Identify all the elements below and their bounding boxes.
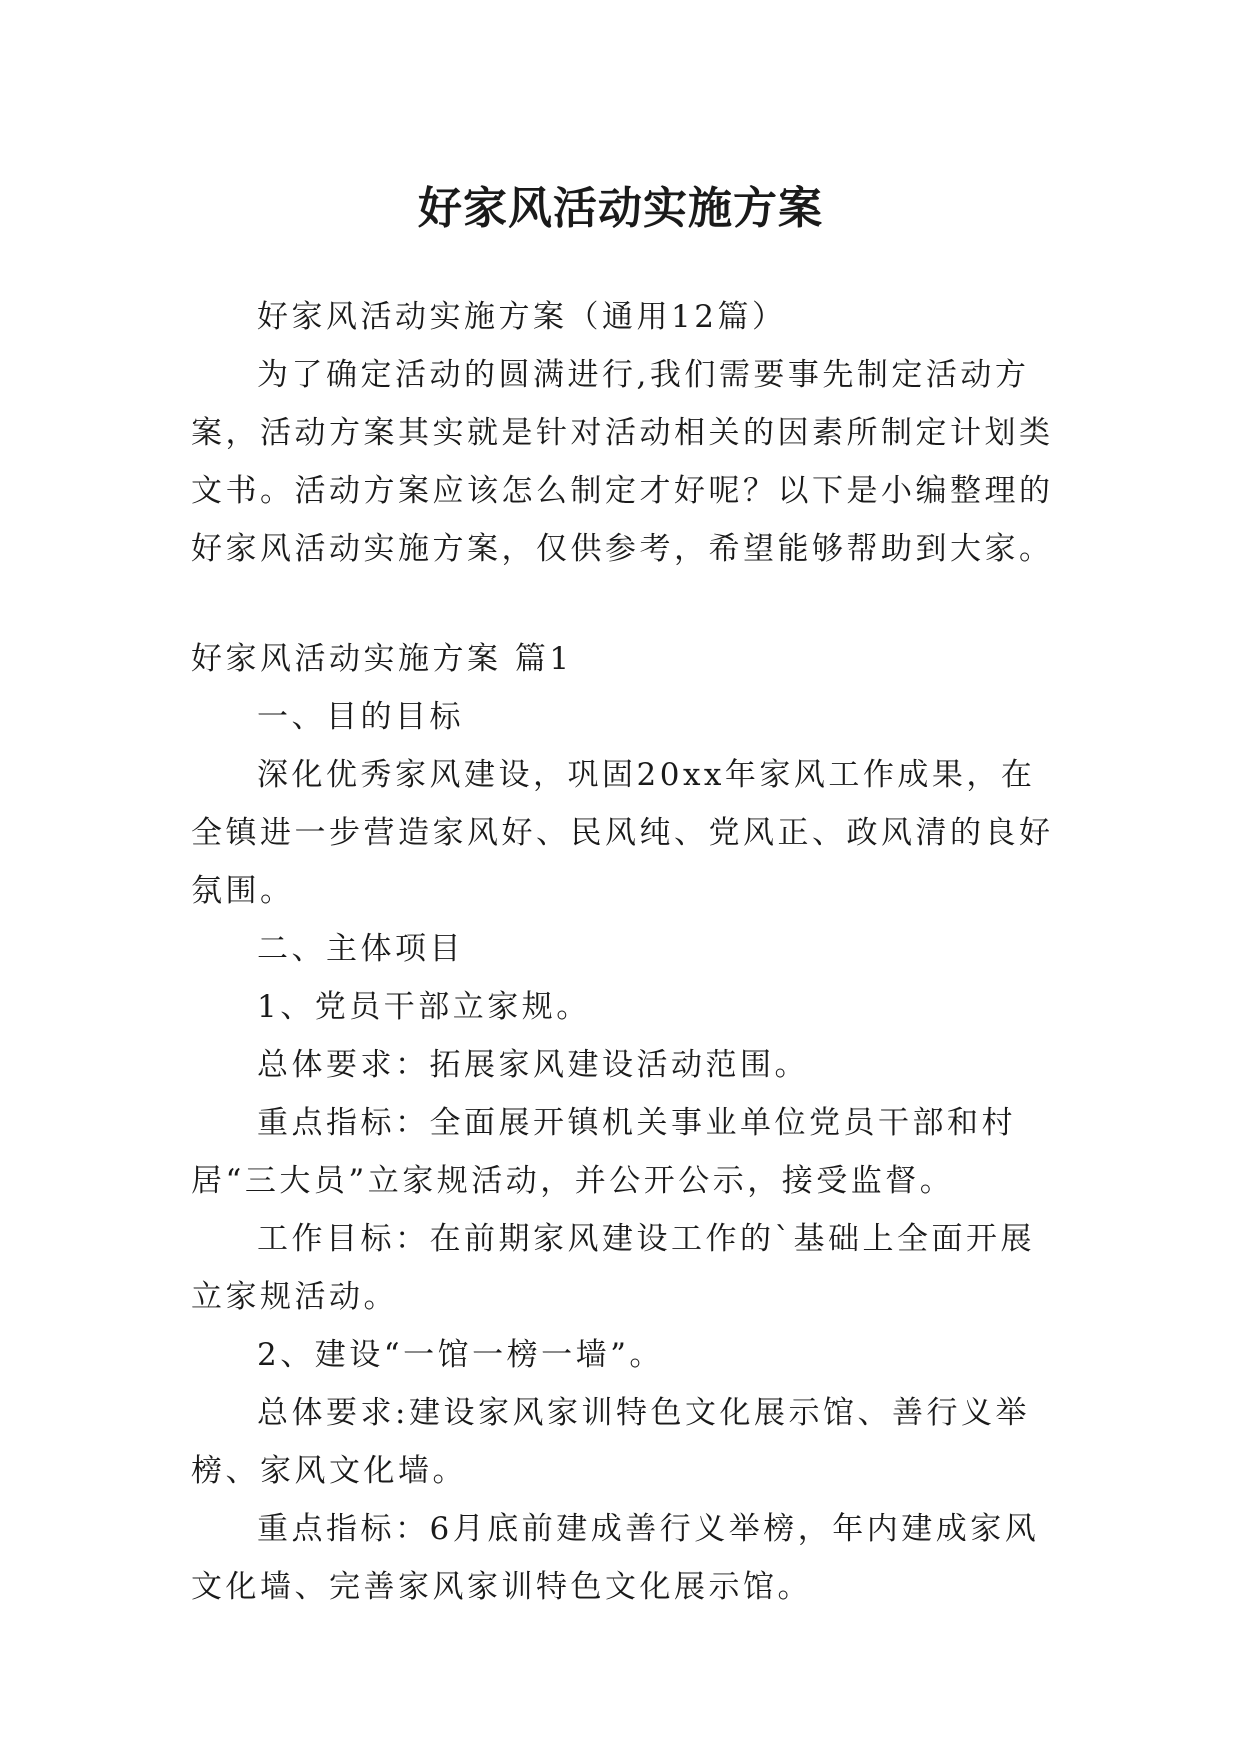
subtitle-paragraph: 好家风活动实施方案（通用12篇） [257, 299, 787, 335]
heading-main-projects: 二、主体项目 [257, 931, 464, 967]
body-paragraph: 1、党员干部立家规。 [257, 989, 591, 1025]
body-paragraph: 工作目标：在前期家风建设工作的`基础上全面开展立家规活动。 [191, 1221, 1035, 1315]
body-paragraph: 总体要求：拓展家风建设活动范围。 [257, 1047, 809, 1083]
body-paragraph: 重点指标：全面展开镇机关事业单位党员干部和村居“三大员”立家规活动，并公开公示，接受监督。 [191, 1105, 1016, 1199]
document-body [191, 288, 1061, 1616]
document-title: 好家风活动实施方案 [418, 183, 823, 235]
body-paragraph: 深化优秀家风建设，巩固20xx年家风工作成果，在全镇进一步营造家风好、民风纯、党风正、政风清的良好氛围。 [191, 757, 1054, 909]
intro-paragraph: 为了确定活动的圆满进行,我们需要事先制定活动方案，活动方案其实就是针对活动相关的因素所制定计划类文书。活动方案应该怎么制定才好呢？以下是小编整理的好家风活动实施方案，仅供参考，希望能够帮助到大家。 [191, 357, 1054, 567]
body-paragraph: 重点指标：6月底前建成善行义举榜，年内建成家风文化墙、完善家风家训特色文化展示馆。 [191, 1511, 1040, 1605]
body-paragraph: 总体要求:建设家风家训特色文化展示馆、善行义举榜、家风文化墙。 [191, 1395, 1030, 1489]
section-heading: 好家风活动实施方案 篇1 [191, 641, 573, 677]
heading-goals: 一、目的目标 [257, 699, 464, 735]
body-paragraph: 2、建设“一馆一榜一墙”。 [257, 1337, 664, 1373]
